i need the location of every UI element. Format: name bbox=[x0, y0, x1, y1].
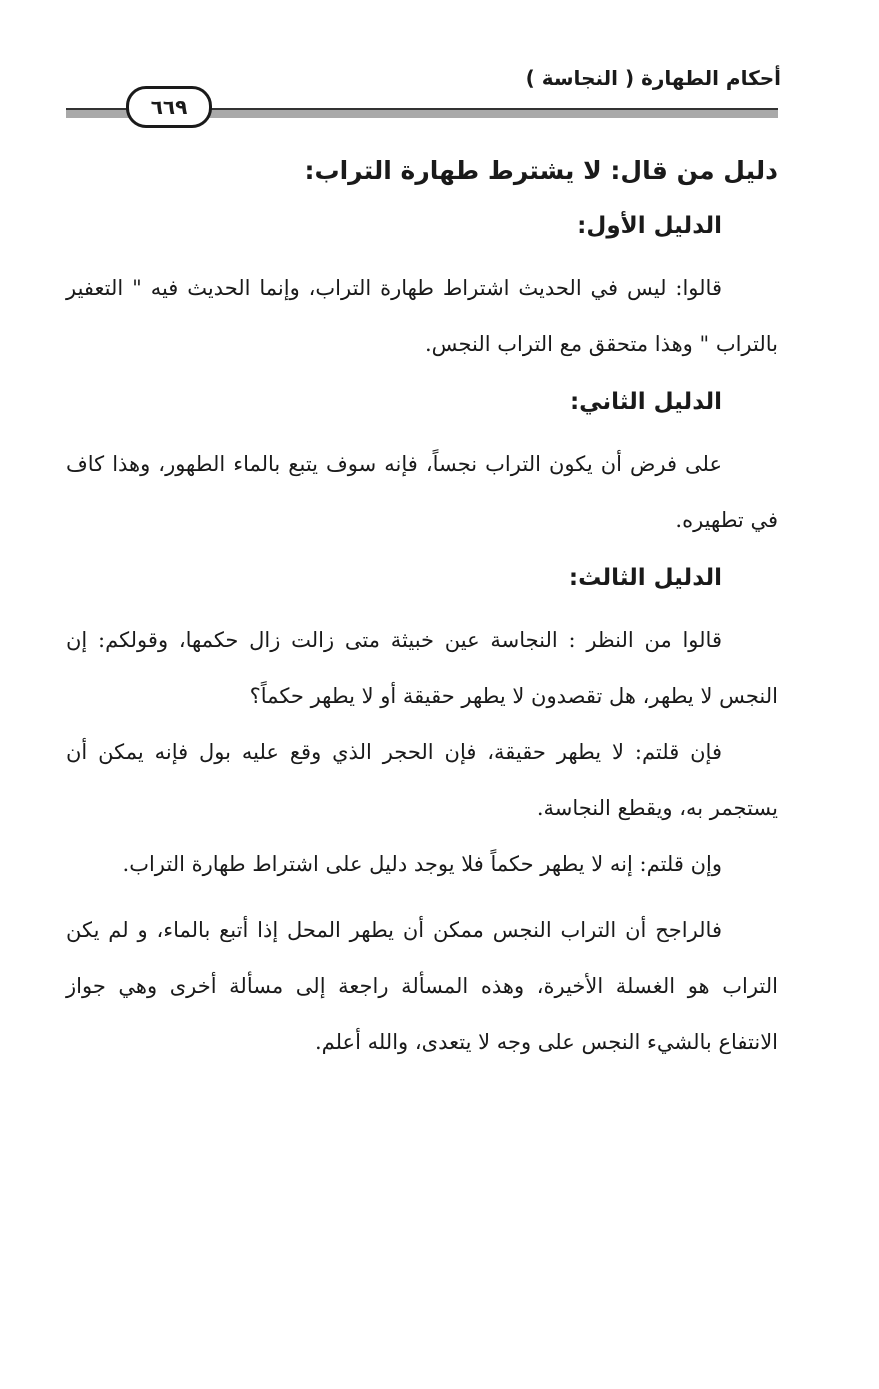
page-body bbox=[66, 150, 778, 1080]
section-heading: دليل من قال: لا يشترط طهارة التراب: bbox=[304, 156, 778, 185]
third-evidence-heading: الدليل الثالث: bbox=[568, 565, 722, 591]
third-evidence-paragraph: وإن قلتم: إنه لا يطهر حكماً فلا يوجد دليل على اشتراط طهارة التراب. bbox=[122, 852, 722, 876]
first-evidence-text: قالوا: ليس في الحديث اشتراط طهارة التراب، وإنما الحديث فيه " التعفير بالتراب " وهذا متحقق مع التراب النجس. bbox=[66, 276, 778, 356]
first-evidence-heading: الدليل الأول: bbox=[577, 213, 722, 239]
third-evidence-paragraph: فإن قلتم: لا يطهر حقيقة، فإن الحجر الذي وقع عليه بول فإنه يمكن أن يستجمر به، ويقطع النجاسة. bbox=[66, 740, 778, 820]
third-evidence-paragraph: قالوا من النظر : النجاسة عين خبيثة متى زالت زال حكمها، وقولكم: إن النجس لا يطهر، هل تقصدون لا يطهر حقيقة أو لا يطهر حكماً؟ bbox=[66, 628, 778, 708]
second-evidence-heading: الدليل الثاني: bbox=[569, 389, 722, 415]
running-title: أحكام الطهارة ( النجاسة ) bbox=[525, 66, 781, 90]
conclusion-paragraph: فالراجح أن التراب النجس ممكن أن يطهر المحل إذا أتبع بالماء، و لم يكن التراب هو الغسلة الأخيرة، وهذه المسألة راجعة إلى مسألة أخرى وهي جواز الانتفاع بالشيء النجس على وجه لا يتعدى، والله أعلم. bbox=[66, 918, 778, 1054]
page-number: ٦٦٩ bbox=[126, 86, 212, 128]
second-evidence-text: على فرض أن يكون التراب نجساً، فإنه سوف يتبع بالماء الطهور، وهذا كاف في تطهيره. bbox=[66, 452, 778, 532]
